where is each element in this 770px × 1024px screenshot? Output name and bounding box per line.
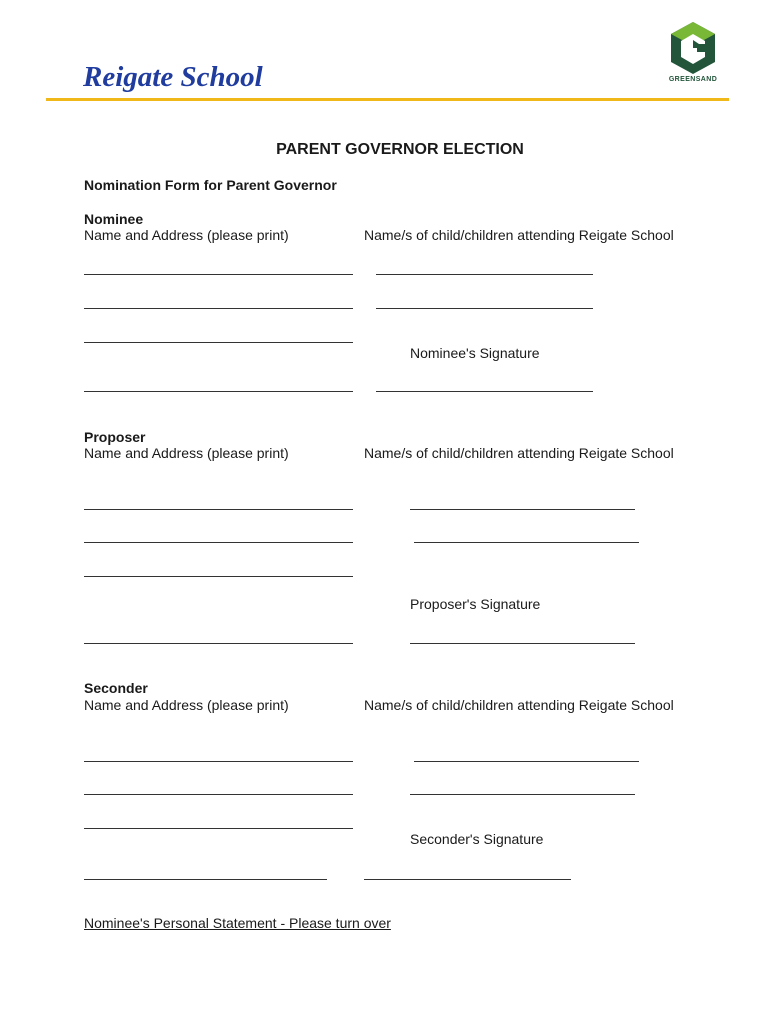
nominee-address-line-3[interactable] [84,342,353,343]
seconder-heading: Seconder [84,680,148,696]
school-name: Reigate School [83,61,263,93]
nominee-children-label: Name/s of child/children attending Reigate School [364,227,674,243]
proposer-signature-line[interactable] [410,643,635,644]
seconder-address-line-1[interactable] [84,761,353,762]
proposer-children-line-2[interactable] [414,542,639,543]
nominee-address-line-1[interactable] [84,274,353,275]
logo-wordmark: GREENSAND [668,76,718,83]
proposer-children-line-1[interactable] [410,509,635,510]
nominee-children-line-1[interactable] [376,274,593,275]
proposer-address-line-2[interactable] [84,542,353,543]
form-subtitle: Nomination Form for Parent Governor [84,177,337,193]
seconder-signature-label: Seconder's Signature [410,831,544,847]
proposer-signature-label: Proposer's Signature [410,596,541,612]
seconder-address-label: Name and Address (please print) [84,697,289,713]
seconder-address-line-2[interactable] [84,794,353,795]
proposer-address-line-4[interactable] [84,643,353,644]
nominee-children-line-2[interactable] [376,308,593,309]
seconder-signature-line[interactable] [364,879,571,880]
header-divider [46,98,729,101]
proposer-address-label: Name and Address (please print) [84,445,289,461]
nominee-address-line-4[interactable] [84,391,353,392]
proposer-address-line-3[interactable] [84,576,353,577]
proposer-children-label: Name/s of child/children attending Reigate School [364,445,674,461]
proposer-heading: Proposer [84,429,146,445]
form-title: PARENT GOVERNOR ELECTION [276,141,524,158]
nominee-address-line-2[interactable] [84,308,353,309]
seconder-address-line-4[interactable] [84,879,327,880]
seconder-children-label: Name/s of child/children attending Reigate School [364,697,674,713]
nominee-signature-label: Nominee's Signature [410,345,540,361]
nominee-address-label: Name and Address (please print) [84,227,289,243]
seconder-children-line-1[interactable] [414,761,639,762]
nominee-heading: Nominee [84,211,144,227]
nominee-signature-line[interactable] [376,391,593,392]
seconder-children-line-2[interactable] [410,794,635,795]
seconder-address-line-3[interactable] [84,828,353,829]
proposer-address-line-1[interactable] [84,509,353,510]
personal-statement-note: Nominee's Personal Statement - Please turn over [84,915,391,931]
